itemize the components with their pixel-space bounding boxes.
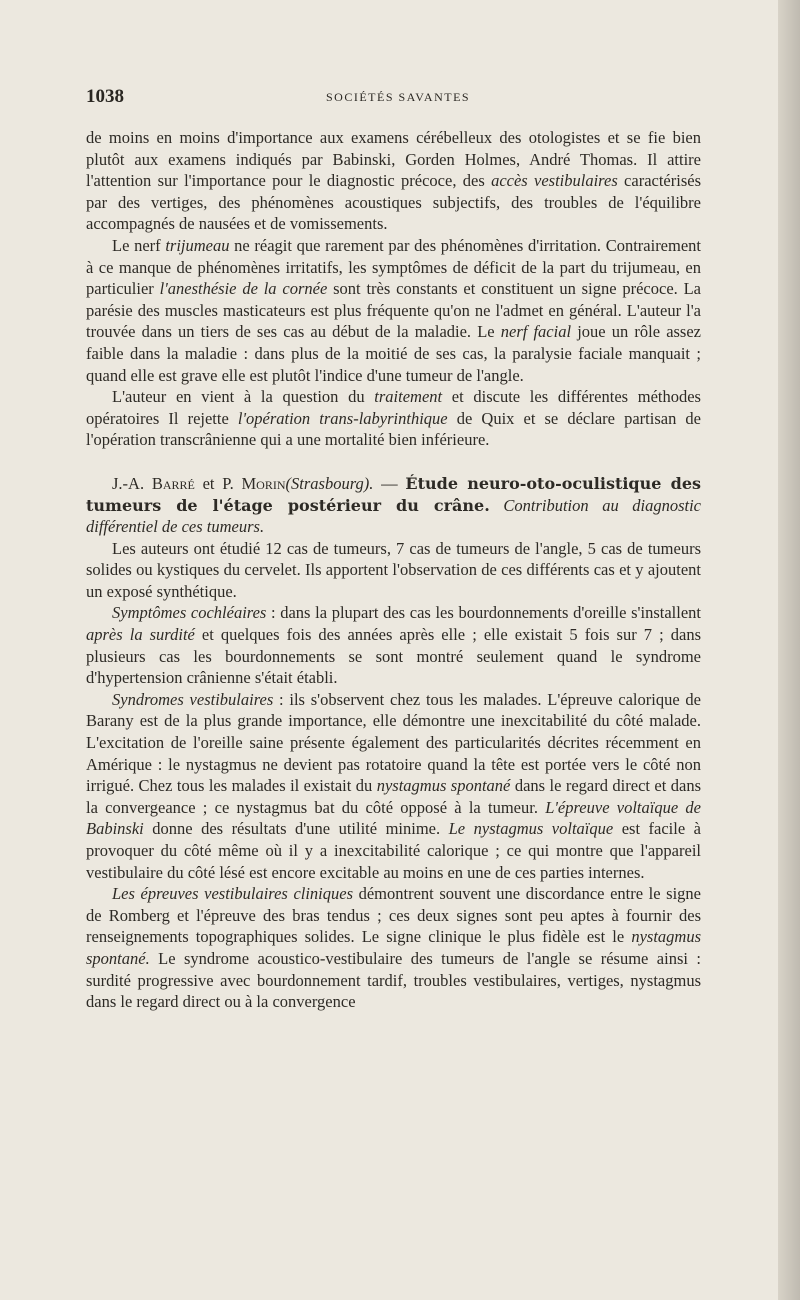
abstract-title: Étude neuro-oto-oculistique des tumeurs de l'étage postérieur du crâne. xyxy=(86,473,702,515)
abstract-subtitle: Contribution au diagnostic différentiel de ces tumeurs. xyxy=(86,495,702,537)
author-name: Morin xyxy=(241,473,286,493)
text-run: Le syndrome acoustico-vestibulaire des tumeurs de l'angle se résume ainsi : surdité progressive avec bourdonnement tardif, troubles vestibulaires, vertiges, nystagmus dans le regard direct ou à la convergence xyxy=(86,948,701,1012)
text-run: et discute les différentes méthodes opératoires Il rejette xyxy=(86,387,701,428)
text-run: et quelques fois des années après elle ; elle existait 5 fois sur 7 ; dans plusieurs cas les bourdonnements se sont montré seulement quand le syndrome d'hypertension crânienne s'était établi. xyxy=(86,625,701,688)
italic-run: l'opération trans-labyrinthique xyxy=(237,408,448,428)
paragraph-3 xyxy=(86,386,701,451)
author-name: Barré xyxy=(151,473,195,493)
text-run: et P. xyxy=(194,473,242,493)
italic-run: nystagmus spontané. xyxy=(86,927,701,968)
italic-run: traitement xyxy=(374,387,443,407)
paragraph-4 xyxy=(86,538,701,603)
italic-run: L'épreuve voltaïque de Babinski xyxy=(86,797,702,839)
italic-run: nystagmus spontané xyxy=(376,776,511,796)
paragraph-7 xyxy=(86,883,701,1013)
italic-run: l'anesthésie de la cornée xyxy=(159,279,328,299)
text-run: — xyxy=(373,473,406,493)
paragraph-2 xyxy=(86,235,701,386)
paragraph-1 xyxy=(86,127,701,235)
italic-run: Syndromes vestibulaires xyxy=(112,689,274,709)
text-run: L'auteur en vient à la question du xyxy=(112,387,375,407)
text-run: donne des résultats d'une utilité minime. xyxy=(143,819,449,839)
text-run: joue un rôle assez faible dans la maladie : dans plus de la moitié de ses cas, la paralysie faciale manquait ; quand elle est grave elle est plutôt l'indice d'une tumeur de l'angle. xyxy=(86,322,702,385)
paragraph-6 xyxy=(86,689,701,883)
text-run: ne réagit que rarement par des phénomènes d'irritation. Contrairement à ce manque de phénomènes irritatifs, les symptômes de déficit de la part du trijumeau, en particulier xyxy=(86,235,702,299)
text-run: : dans la plupart des cas les bourdonnements d'oreille s'installent xyxy=(266,603,701,623)
text-run: de Quix et se déclare partisan de l'opération transcrânienne qui a une mortalité bien inférieure. xyxy=(86,408,701,450)
italic-run: accès vestibulaires xyxy=(491,171,618,191)
text-run: est facile à provoquer du côté même où il y a inexcitabilité calorique ; ce qui montre que l'appareil vestibulaire du côté lésé est encore excitable au moins en une de ces parties internes. xyxy=(86,819,701,882)
author-city: (Strasbourg). xyxy=(285,473,374,493)
text-run: dans le regard direct et dans la convergeance ; ce nystagmus bat du côté opposé à la tumeur. xyxy=(86,776,701,817)
italic-run: après la surdité xyxy=(86,625,195,645)
running-head: SOCIÉTÉS SAVANTES xyxy=(326,90,471,104)
text-run: sont très constants et constituent un signe précoce. La parésie des muscles masticateurs est plus fréquente qu'on ne l'admet en général. L'auteur l'a trouvée dans un tiers de ses cas au début de la maladie. Le xyxy=(86,279,701,342)
abstract-heading xyxy=(86,473,701,538)
paragraph-5 xyxy=(86,602,701,688)
text-run: Le nerf xyxy=(112,235,166,255)
italic-run: trijumeau xyxy=(165,235,230,255)
text-run: démontrent souvent une discordance entre le signe de Romberg et l'épreuve des bras tendus ; ces deux signes sont peu aptes à fournir des renseignements topographiques solides. Le signe clinique le plus fidèle est le xyxy=(86,884,701,947)
italic-run: Le nystagmus voltaïque xyxy=(448,819,614,839)
text-run: de moins en moins d'importance aux examens cérébelleux des otologistes et se fie bien plutôt aux examens indiqués par Babinski, Gorden Holmes, André Thomas. Il attire l'attention sur l'importance pour le diagnostic précoce, des xyxy=(86,128,701,191)
page-number: 1038 xyxy=(86,86,124,107)
body-text xyxy=(86,127,701,1013)
text-run: Les auteurs ont étudié 12 cas de tumeurs, 7 cas de tumeurs de l'angle, 5 cas de tumeurs solides ou kystiques du cervelet. Ils apportent l'observation de ces différents cas et y ajoutent un exposé synthétique. xyxy=(86,538,701,601)
text-run: : ils s'observent chez tous les malades. L'épreuve calorique de Barany est de la plus grande importance, elle démontre une inexcitabilité du côté malade. L'excitation de l'oreille saine présente également des particularités décrites récemment en Amérique : le nystagmus ne devient pas rotatoire quand la tête est portée vers le côté non irrigué. Chez tous les malades il existait du xyxy=(86,689,701,796)
page-edge xyxy=(778,0,800,1300)
italic-run: Les épreuves vestibulaires cliniques xyxy=(112,884,354,904)
italic-run: nerf facial xyxy=(500,322,572,342)
italic-run: Symptômes cochléaires xyxy=(112,603,267,623)
page-header xyxy=(86,86,701,110)
text-run: caractérisés par des vertiges, des phénomènes acoustiques subjectifs, des troubles de l'équilibre accompagnés de nausées et de vomissements. xyxy=(86,171,701,234)
author-initials: J.-A. xyxy=(112,473,152,493)
